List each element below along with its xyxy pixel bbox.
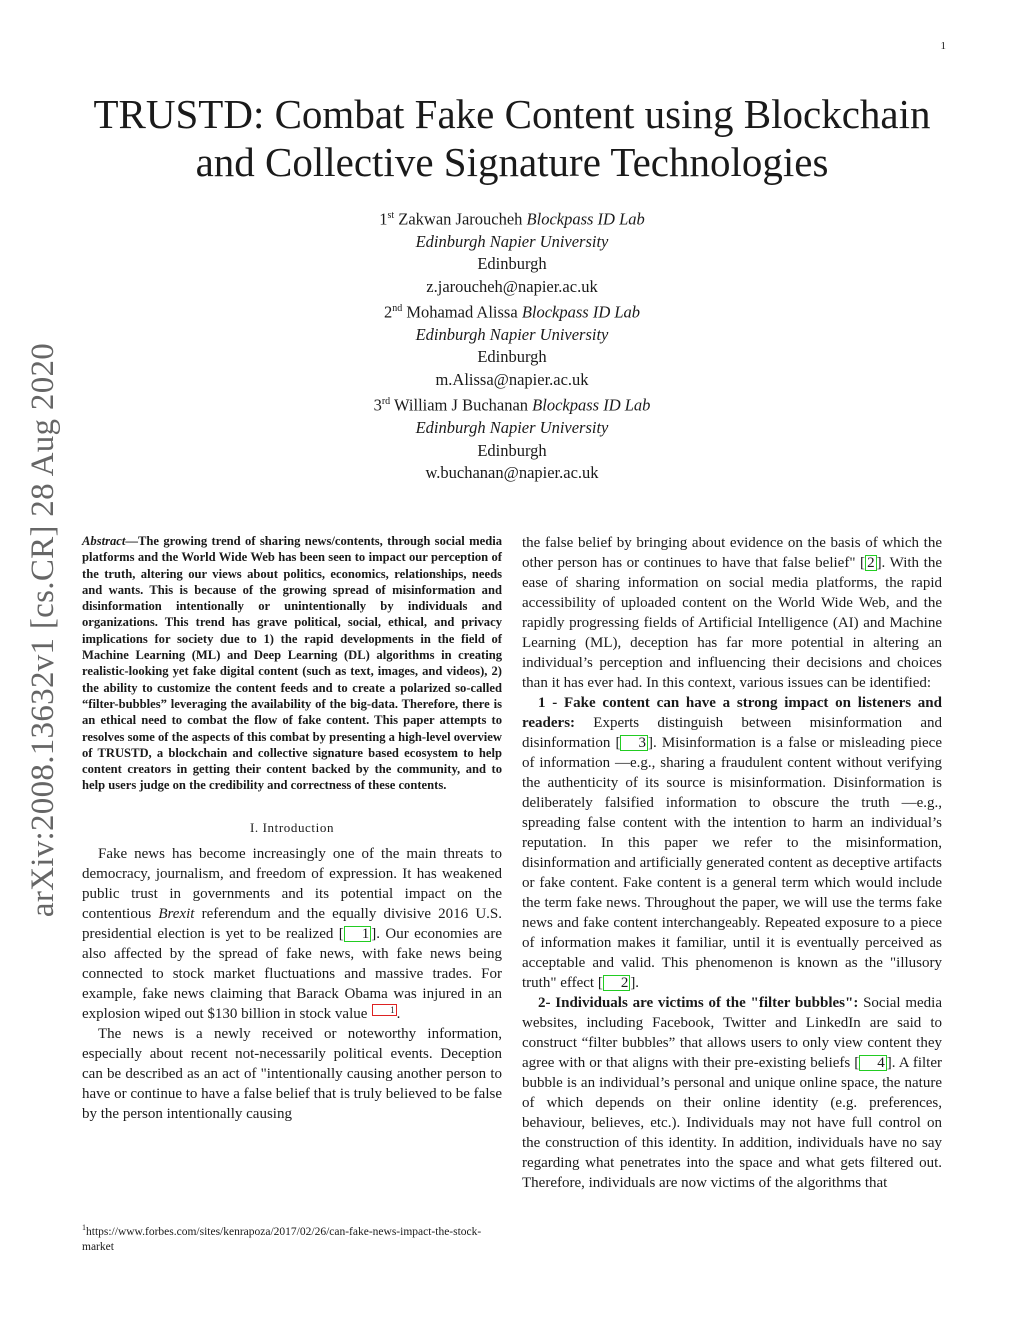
author-2-lab: Blockpass ID Lab bbox=[521, 302, 641, 322]
author-1-lab: Blockpass ID Lab bbox=[526, 209, 645, 229]
arxiv-identifier: arXiv:2008.13632v1 [cs.CR] 28 Aug 2020 bbox=[25, 342, 61, 918]
footnote-mark: 1 bbox=[82, 1223, 86, 1232]
author-3-city: Edinburgh bbox=[477, 440, 547, 460]
author-2 bbox=[212, 298, 812, 391]
author-1 bbox=[212, 205, 812, 298]
title-line-1: TRUSTD: Combat Fake Content using Blockchain bbox=[93, 91, 931, 137]
author-1-line: 1st Zakwan Jaroucheh Blockpass ID Lab bbox=[379, 209, 645, 229]
left-column bbox=[82, 533, 502, 1124]
intro-paragraph-2: The news is a newly received or noteworthy information, especially about recent not-necessarily political events. Deception can be described as an act of "intentionally causing another person to have or continue to have a false belief that is truly believed to be false by the person intentionally causing bbox=[82, 1025, 502, 1122]
section-heading-introduction: I. Introduction bbox=[249, 819, 335, 835]
abstract-label: Abstract bbox=[82, 534, 126, 548]
author-2-city: Edinburgh bbox=[477, 347, 547, 367]
author-3-lab: Blockpass ID Lab bbox=[532, 395, 651, 415]
author-1-name: Zakwan Jaroucheh bbox=[398, 209, 523, 229]
citation-link[interactable]: 1 bbox=[344, 926, 372, 942]
paper-title bbox=[80, 90, 944, 186]
author-3-name: William J Buchanan bbox=[393, 395, 529, 415]
footnote-link[interactable]: 1 bbox=[372, 1004, 397, 1016]
issue-2-paragraph: 2- Individuals are victims of the "filter bubbles": Social media websites, including Facebook, Twitter and LinkedIn are said to construct “filter bubbles” that allows users to only view content they agree with or that aligns with their pre-existing beliefs [ 4 ]. A filter bubble is an individual’s personal and unique online space, the nature of which depends on their online identity (e.g. preferences, behaviour, believes, etc.). Individuals may not have full control on the construction of this identity. In addition, individuals have no say regarding what penetrates into the space and what gets filtered out. Therefore, individuals are now victims of the algorithms that bbox=[522, 995, 942, 1191]
abstract: Abstract—The growing trend of sharing news/contents, through social media platforms and the World Wide Web has been seen to impact our perception of the truth, altering our views about politics, economics, relationships, needs and wants. This is because of the growing spread of misinformation and disinformation intentionally or unintentionally by individuals and organizations. This trend has grave political, social, ethical, and privacy implications for society due to 1) the rapid developments in the field of Machine Learning (ML) and Deep Learning (DL) algorithms in creating realistic-looking yet fake digital content (such as text, images, and videos), 2) the ability to customize the content feeds and to create a polarized so-called “filter-bubbles” leveraging the availability of the big-data. Therefore, there is an ethical need to combat the flow of fake content. This paper attempts to resolves some of the aspects of this combat by presenting a high-level overview of TRUSTD, a blockchain and collective signature based ecosystem to help content creators in getting their content backed by the community, and to help users judge on the credibility and correctness of these contents. bbox=[82, 534, 502, 793]
citation-link[interactable]: 4 bbox=[859, 1055, 887, 1071]
footnote-url[interactable]: https://www.forbes.com/sites/kenrapoza/2017/02/26/can-fake-news-impact-the-stock-market bbox=[82, 1225, 482, 1253]
intro-paragraph-1: Fake news has become increasingly one of the main threats to democracy, journalism, and freedom of expression. It has weakened public trust in governments and its potential impact on the contentious Brexit referendum and the equally divisive 2016 U.S. presidential election is yet to be realized [ 1 ]. Our economies are also affected by the spread of fake news, with fake news being connected to stock market fluctuations and massive trades. For example, fake news claiming that Barack Obama was injured in an explosion wiped out $130 billion in stock value 1 . bbox=[82, 845, 503, 1022]
abstract-text: The growing trend of sharing news/contents, through social media platforms and the World Wide Web has been seen to impact our perception of the truth, altering our views about politics, economics, relationships, needs and wants. This is because of the growing spread of misinformation and disinformation intentionally or unintentionally by individuals and organizations. This trend has grave political, social, ethical, and privacy implications for society due to 1) the rapid developments in the field of Machine Learning (ML) and Deep Learning (DL) algorithms in creating realistic-looking yet fake digital content (such as text, images, and videos), 2) the ability to customize the content feeds and to create a polarized so-called “filter-bubbles” leveraging the availability of the big-data. Therefore, there is an ethical need to combat the flow of fake content. This paper attempts to resolves some of the aspects of this combat by presenting a high-level overview of TRUSTD, a blockchain and collective signature based ecosystem to help content creators in getting their content backed by the community, and to help users judge on the credibility and correctness of these contents. bbox=[82, 534, 502, 793]
author-2-university: Edinburgh Napier University bbox=[415, 325, 609, 345]
issue-2-heading: 2- Individuals are victims of the "filter bubbles": bbox=[538, 995, 859, 1011]
author-1-university: Edinburgh Napier University bbox=[415, 231, 609, 251]
author-3-line: 3rd William J Buchanan Blockpass ID Lab bbox=[373, 395, 651, 415]
issue-1-paragraph: 1 - Fake content can have a strong impact on listeners and readers: Experts distinguish between misinformation and disinformation [ 3 ]. Misinformation is a false or misleading piece of information —e.g., sharing a fraudulent content without verifying the authenticity of its source is misinformation. Disinformation is deliberately falsified information to obscure the truth —e.g., spreading false content with the intention to harm an individual’s reputation. In this paper we refer to the misinformation, disinformation and artificially generated content as deceptive artifacts or fake content. Fake content is a general term which would include the term fake news. Throughout the paper, we will use the terms fake news and fake content interchangeably. Repeated exposure to a piece of information makes it familiar, until it is eventually perceived as acceptable and valid. This phenomenon is known as the "illusory truth" effect [ 2 ]. bbox=[522, 695, 942, 991]
author-1-email: z.jaroucheh@napier.ac.uk bbox=[426, 276, 598, 296]
right-column bbox=[522, 533, 942, 1193]
title-line-2: and Collective Signature Technologies bbox=[195, 139, 829, 185]
right-paragraph-1: the false belief by bringing about evidence on the basis of which the other person has or continues to have that false belief" [ 2 ]. With the ease of sharing information on social media platforms, the rapid accessibility of uploaded content on the World Wide Web, and the rapidly progressing fields of Artificial Intelligence (AI) and Machine Learning (ML), deception has far more potential in altering an individual’s perception and influencing their decisions and choices than it has ever had. In this context, various issues can be identified: bbox=[522, 535, 942, 691]
author-2-line: 2nd Mohamad Alissa Blockpass ID Lab bbox=[383, 302, 641, 322]
author-3-university: Edinburgh Napier University bbox=[415, 418, 609, 438]
author-2-name: Mohamad Alissa bbox=[406, 302, 518, 322]
page-number: 1 bbox=[940, 40, 946, 52]
citation-link[interactable]: 2 bbox=[603, 975, 631, 991]
citation-link[interactable]: 3 bbox=[620, 735, 648, 751]
author-1-city: Edinburgh bbox=[477, 254, 547, 274]
author-2-email: m.Alissa@napier.ac.uk bbox=[435, 369, 589, 389]
citation-link[interactable]: 2 bbox=[867, 555, 875, 571]
author-3 bbox=[212, 391, 812, 484]
author-list bbox=[212, 205, 812, 484]
footnote bbox=[82, 1220, 502, 1255]
issue-1-heading: 1 - Fake content can have a strong impact on listeners and readers: bbox=[522, 695, 942, 731]
author-3-email: w.buchanan@napier.ac.uk bbox=[425, 462, 599, 482]
